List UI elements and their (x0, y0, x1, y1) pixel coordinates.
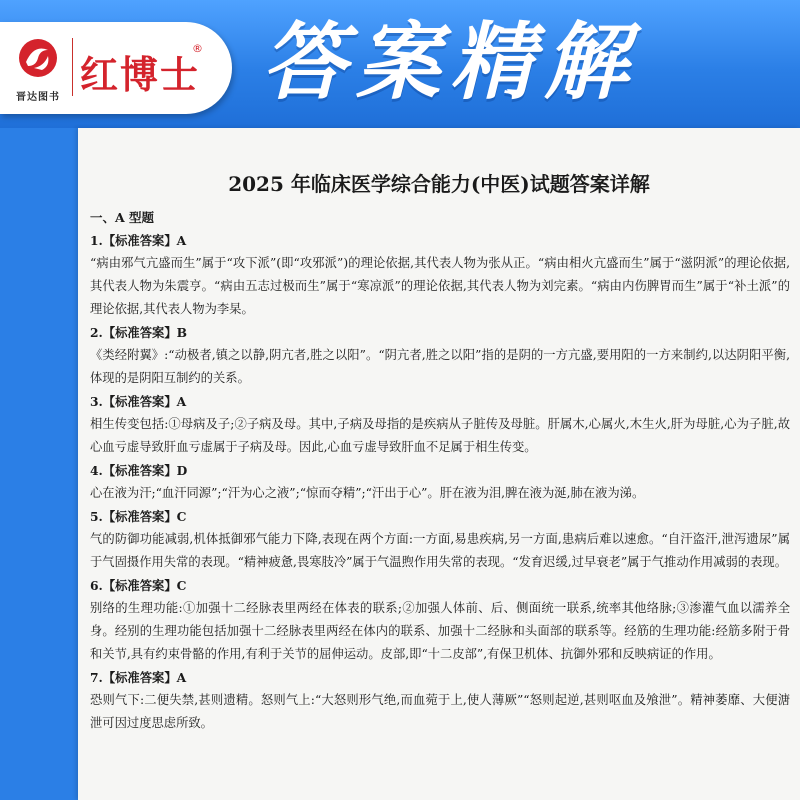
registered-mark: ® (192, 42, 203, 55)
answer-explanation: 《类经附翼》:“动极者,镇之以静,阴亢者,胜之以阳”。“阴亢者,胜之以阳”指的是阴的一方亢盛,要用阳的一方来制约,以达阴阳平衡,体现的是阴阳互制约的关系。 (90, 348, 790, 385)
document-content (90, 206, 790, 735)
answer-page (78, 128, 800, 800)
brand-logo (0, 22, 232, 114)
logo-divider (72, 38, 73, 96)
question-item (90, 229, 790, 321)
question-item (90, 459, 790, 505)
answer-heading: 4.【标准答案】D (90, 463, 188, 478)
answer-explanation: 心在液为汗;“血汗同源”;“汗为心之液”;“惊而夺精”;“汗出于心”。肝在液为泪,脾在液为涎,肺在液为涕。 (90, 486, 645, 500)
question-item (90, 505, 790, 574)
answer-heading: 5.【标准答案】C (90, 509, 187, 524)
brand-slogan: 晋达图书 (16, 92, 60, 103)
brand-emblem-icon (14, 36, 62, 82)
answer-explanation: 恐则气下:二便失禁,甚则遗精。怒则气上:“大怒则形气绝,而血菀于上,使人薄厥”“怒则起逆,甚则呕血及飧泄”。精神萎靡、大便溏泄可因过度思虑所致。 (90, 693, 790, 730)
question-item (90, 321, 790, 390)
answer-explanation: “病由邪气亢盛而生”属于“攻下派”(即“攻邪派”)的理论依据,其代表人物为张从正。“病由相火亢盛而生”属于“滋阴派”的理论依据,其代表人物为朱震亨。“病由五志过极而生”属于“寒凉派”的理论依据,其代表人物为刘完素。“病由内伤脾胃而生”属于“补土派”的理论依据,其代表人物为李杲。 (90, 256, 790, 316)
answer-heading: 1.【标准答案】A (90, 233, 187, 248)
document-title: 2025 年临床医学综合能力(中医)试题答案详解 (228, 172, 650, 196)
answer-heading: 3.【标准答案】A (90, 394, 187, 409)
answer-explanation: 别络的生理功能:①加强十二经脉表里两经在体表的联系;②加强人体前、后、侧面统一联系,统率其他络脉;③渗灌气血以濡养全身。经别的生理功能包括加强十二经脉表里两经在体内的联系、加强十二经脉和头面部的联系等。经筋的生理功能:经筋多附于骨和关节,具有约束骨骼的作用,有利于关节的屈伸运动。皮部,即“十二皮部”,有保卫机体、抗御外邪和反映病证的作用。 (90, 601, 790, 661)
brand-name: 红博士 (80, 52, 201, 97)
banner-title: 答案精解 (262, 13, 639, 111)
header-banner (0, 0, 800, 128)
question-item (90, 666, 790, 735)
section-heading: 一、A 型题 (90, 210, 155, 225)
question-item (90, 390, 790, 459)
answer-heading: 7.【标准答案】A (90, 670, 187, 685)
answer-heading: 6.【标准答案】C (90, 578, 187, 593)
answer-heading: 2.【标准答案】B (90, 325, 188, 340)
question-item (90, 574, 790, 666)
question-list (90, 229, 790, 735)
answer-explanation: 相生传变包括:①母病及子;②子病及母。其中,子病及母指的是疾病从子脏传及母脏。肝属木,心属火,木生火,肝为母脏,心为子脏,故心血亏虚导致肝血亏虚属于子病及母。因此,心血亏虚导致肝血不足属于相生传变。 (90, 417, 790, 454)
answer-explanation: 气的防御功能减弱,机体抵御邪气能力下降,表现在两个方面:一方面,易患疾病,另一方面,患病后难以速愈。“自汗盗汗,泄泻遗尿”属于气固摄作用失常的表现。“精神疲惫,畏寒肢冷”属于气温煦作用失常的表现。“发育迟缓,过早衰老”属于气推动作用减弱的表现。 (90, 532, 790, 569)
